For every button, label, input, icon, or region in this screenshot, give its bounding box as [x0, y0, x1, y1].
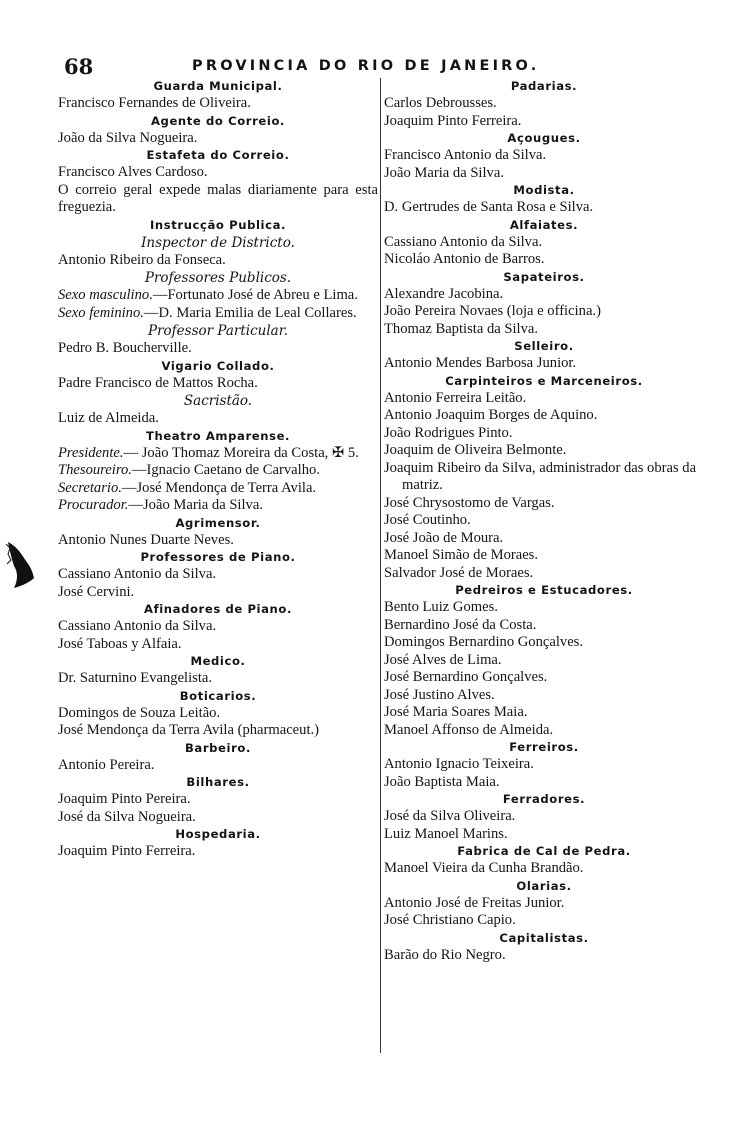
role-entry — [58, 287, 378, 305]
section-heading: Alfaiates. — [509, 217, 579, 232]
section-heading: Instrucção Publica. — [149, 217, 287, 232]
directory-entry: Dr. Saturnino Evangelista. — [58, 670, 213, 686]
role-label: Sexo feminino. — [58, 304, 144, 321]
directory-entry: Salvador José de Moraes. — [384, 564, 534, 581]
directory-entry: D. Gertrudes de Santa Rosa e Silva. — [384, 199, 594, 215]
section-heading: Selleiro. — [514, 339, 574, 353]
section-heading: Açougues. — [507, 131, 581, 145]
section-heading: Vigario Collado. — [161, 358, 275, 373]
ink-blot-mark — [6, 538, 38, 590]
subsection-heading: Sacristão. — [183, 393, 253, 409]
section-heading: Olarias. — [516, 878, 572, 893]
directory-entry: Cassiano Antonio da Silva. — [58, 618, 217, 634]
directory-entry: Luiz de Almeida. — [58, 410, 159, 426]
directory-entry: Antonio Ignacio Teixeira. — [384, 756, 534, 772]
subsection-heading: Professores Publicos. — [144, 270, 292, 286]
role-holder: —Ignacio Caetano de Carvalho. — [131, 462, 320, 478]
directory-entry: Joaquim Ribeiro da Silva, administrador das obras da matriz. — [384, 459, 697, 493]
subsection-heading: Inspector de Districto. — [141, 234, 295, 251]
directory-entry: José Alves de Lima. — [384, 651, 502, 668]
column-divider — [380, 78, 381, 1053]
directory-entry: Cassiano Antonio da Silva. — [384, 233, 543, 250]
directory-entry: João Rodrigues Pinto. — [384, 424, 513, 441]
directory-entry: Francisco Antonio da Silva. — [384, 147, 547, 163]
directory-entry: José Bernardino Gonçalves. — [384, 669, 548, 685]
role-entry — [58, 462, 378, 480]
directory-entry: José Coutinho. — [384, 512, 471, 528]
role-label: Sexo masculino. — [58, 287, 153, 303]
directory-entry: João Maria da Silva. — [384, 164, 504, 181]
page-header — [64, 52, 720, 78]
section-heading: Medico. — [190, 654, 246, 668]
right-column — [384, 78, 704, 964]
directory-entry: Domingos Bernardino Gonçalves. — [384, 634, 584, 650]
directory-entry: Carlos Debrousses. — [384, 95, 497, 111]
directory-entry: Bento Luiz Gomes. — [384, 599, 498, 615]
page-number: 68 — [64, 54, 94, 79]
section-heading: Hospedaria. — [175, 827, 261, 841]
section-heading: Ferradores. — [502, 792, 586, 806]
section-heading: Sapateiros. — [503, 269, 585, 284]
directory-entry: João Baptista Maia. — [384, 773, 500, 790]
directory-entry: Manoel Vieira da Cunha Brandão. — [384, 860, 584, 876]
role-entry — [58, 497, 378, 515]
directory-entry: Cassiano Antonio da Silva. — [58, 566, 217, 582]
directory-entry: Domingos de Souza Leitão. — [58, 704, 221, 721]
directory-entry: Nicoláo Antonio de Barros. — [384, 251, 545, 267]
directory-entry: Joaquim Pinto Pereira. — [58, 791, 191, 807]
directory-entry: Francisco Alves Cardoso. — [58, 164, 208, 180]
section-heading: Boticarios. — [179, 688, 257, 703]
directory-entry: Bernardino José da Costa. — [384, 616, 537, 633]
role-holder: —João Maria da Silva. — [128, 497, 263, 513]
section-heading: Agente do Correio. — [150, 113, 286, 128]
section-heading: Padarias. — [510, 79, 578, 93]
directory-entry: José Cervini. — [58, 583, 135, 600]
left-column — [58, 78, 378, 861]
directory-entry: Antonio Mendes Barbosa Junior. — [384, 355, 577, 371]
section-heading: Modista. — [513, 183, 575, 197]
directory-entry: Antonio Ferreira Leitão. — [384, 389, 527, 406]
directory-entry: Antonio Joaquim Borges de Aquino. — [384, 407, 598, 423]
role-label: Presidente. — [58, 444, 124, 461]
section-heading: Fabrica de Cal de Pedra. — [457, 844, 631, 858]
role-label: Procurador. — [58, 497, 129, 513]
section-heading: Guarda Municipal. — [153, 79, 283, 93]
directory-entry: Joaquim Pinto Ferreira. — [384, 112, 522, 129]
role-holder: —José Mendonça de Terra Avila. — [121, 479, 317, 496]
directory-entry: José Taboas y Alfaia. — [58, 635, 182, 652]
directory-entry: Francisco Fernandes de Oliveira. — [58, 95, 251, 111]
section-heading: Capitalistas. — [499, 930, 589, 945]
section-heading: Agrimensor. — [175, 515, 261, 530]
role-label: Thesoureiro. — [58, 462, 132, 478]
section-heading: Theatro Amparense. — [145, 428, 291, 443]
directory-entry: Antonio Nunes Duarte Neves. — [58, 531, 234, 548]
section-heading: Afinadores de Piano. — [144, 602, 292, 616]
role-holder: —Fortunato José de Abreu e Lima. — [152, 287, 358, 303]
section-heading: Barbeiro. — [184, 740, 251, 755]
directory-entry: Alexandre Jacobina. — [384, 285, 504, 302]
role-entry — [58, 305, 378, 323]
section-heading: Professores de Piano. — [140, 550, 296, 564]
directory-entry: José Christiano Capio. — [384, 912, 516, 928]
directory-entry: Luiz Manoel Marins. — [384, 825, 508, 842]
directory-entry: Joaquim de Oliveira Belmonte. — [384, 442, 567, 458]
role-label: Secretario. — [58, 479, 122, 496]
directory-entry: José Mendonça da Terra Avila (pharmaceut.) — [58, 722, 320, 738]
running-title: PROVINCIA DO RIO DE JANEIRO. — [192, 58, 540, 74]
directory-entry: Thomaz Baptista da Silva. — [384, 320, 539, 337]
section-heading: Ferreiros. — [509, 740, 579, 754]
role-entry — [58, 445, 378, 463]
subsection-heading: Professor Particular. — [148, 323, 288, 339]
directory-entry: Padre Francisco de Mattos Rocha. — [58, 374, 258, 391]
directory-entry: O correio geral expede malas diariamente para esta freguezia. — [58, 181, 378, 215]
directory-entry: Barão do Rio Negro. — [384, 946, 506, 963]
directory-entry: João Pereira Novaes (loja e officina.) — [384, 303, 601, 319]
directory-entry: Antonio Ribeiro da Fonseca. — [58, 251, 226, 268]
section-heading: Bilhares. — [186, 775, 250, 789]
role-holder: — João Thomaz Moreira da Costa, ✠ 5. — [123, 444, 359, 461]
directory-entry: Antonio Pereira. — [58, 756, 155, 773]
directory-entry: Manoel Affonso de Almeida. — [384, 721, 554, 738]
directory-entry: Manoel Simão de Moraes. — [384, 547, 539, 563]
directory-entry: João da Silva Nogueira. — [58, 129, 198, 146]
directory-entry: José Justino Alves. — [384, 686, 495, 703]
directory-entry: José Maria Soares Maia. — [384, 704, 528, 720]
directory-entry: José Chrysostomo de Vargas. — [384, 494, 555, 511]
directory-entry: José João de Moura. — [384, 529, 504, 546]
role-entry — [58, 480, 378, 498]
role-holder: —D. Maria Emilia de Leal Collares. — [143, 304, 357, 321]
directory-entry: Joaquim Pinto Ferreira. — [58, 843, 196, 859]
directory-entry: José da Silva Nogueira. — [58, 808, 196, 825]
section-heading: Estafeta do Correio. — [146, 148, 290, 162]
directory-entry: José da Silva Oliveira. — [384, 808, 516, 824]
directory-entry: Pedro B. Boucherville. — [58, 340, 192, 356]
section-heading: Carpinteiros e Marceneiros. — [445, 373, 643, 388]
directory-entry: Antonio José de Freitas Junior. — [384, 894, 565, 911]
section-heading: Pedreiros e Estucadores. — [455, 583, 633, 597]
